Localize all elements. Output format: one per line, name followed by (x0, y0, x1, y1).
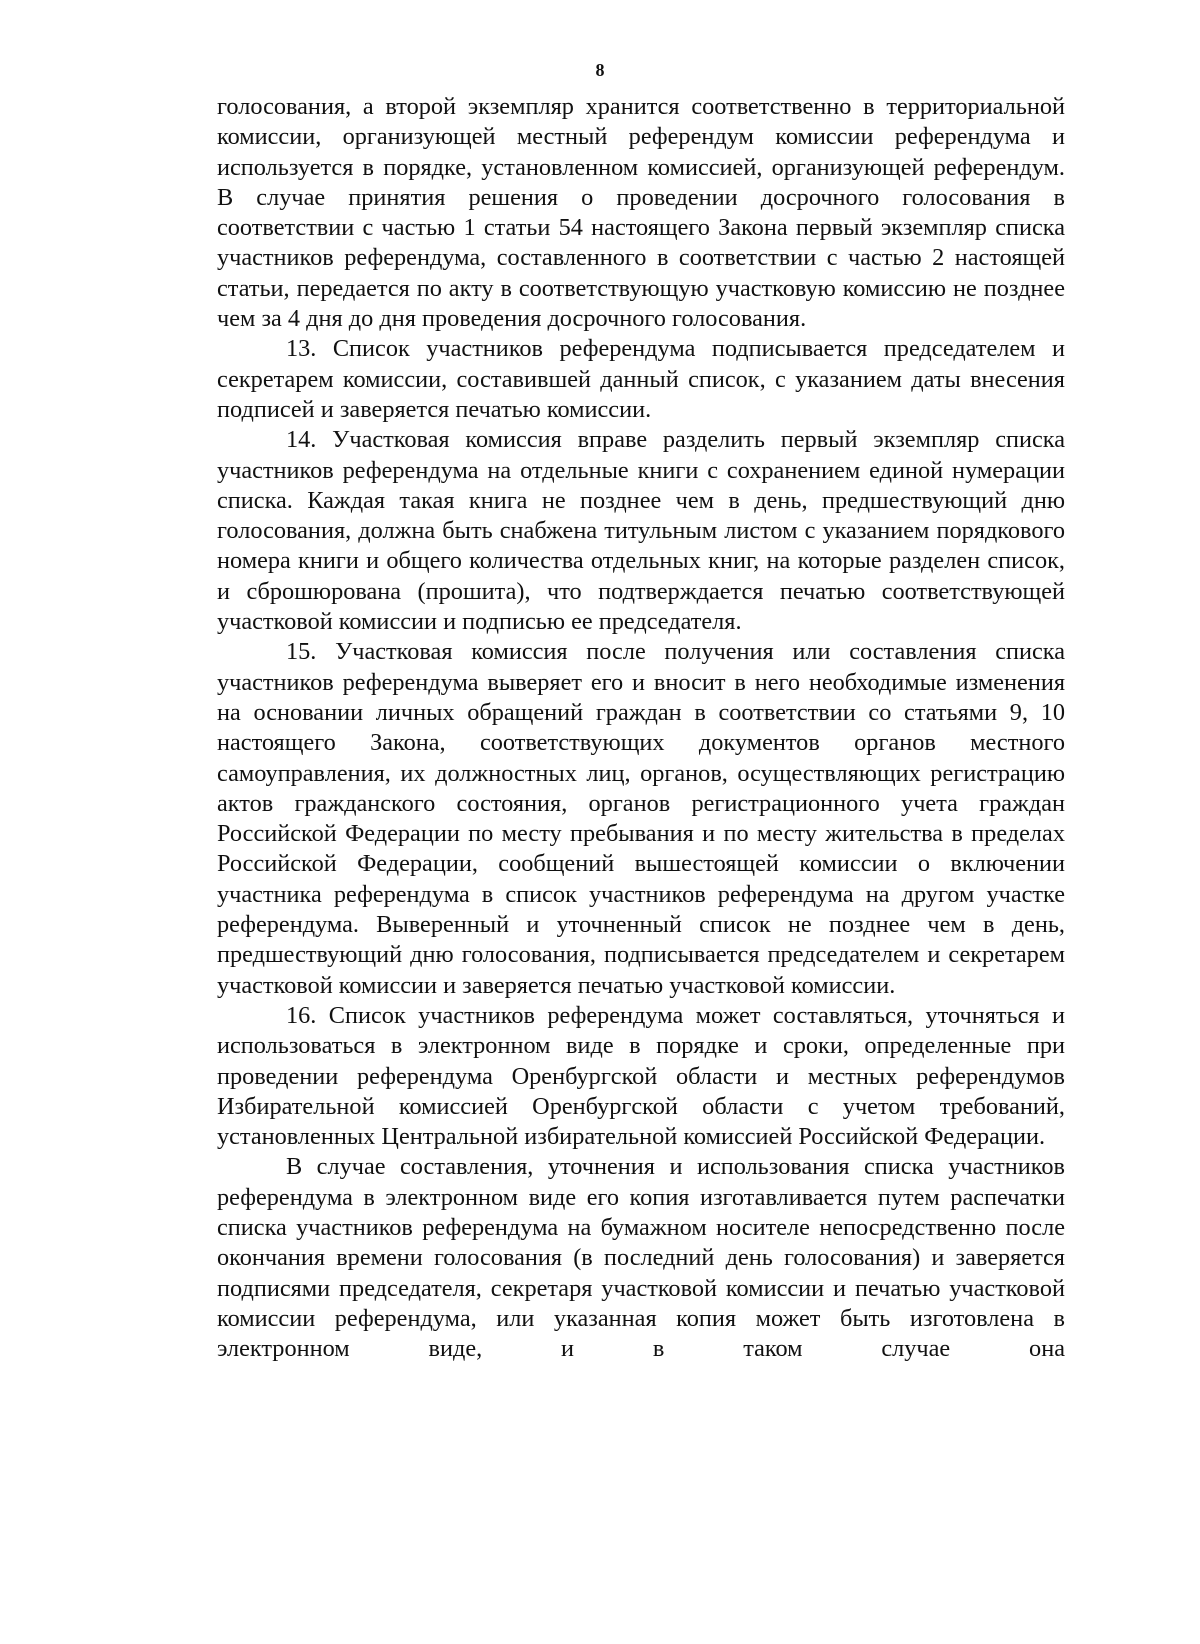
paragraph-15: 15. Участковая комиссия после получения или составления списка участников референдума выверяет его и вносит в него необходимые изменения на основании личных обращений граждан в соответствии со статьями 9, 10 настоящего Закона, соответствующих документов органов местного самоуправления, их должностных лиц, органов, осуществляющих регистрацию актов гражданского состояния, органов регистрационного учета граждан Российской Федерации по месту пребывания и по месту жительства в пределах Российской Федерации, сообщений вышестоящей комиссии о включении участника референдума в список участников референдума на другом участке референдума. Выверенный и уточненный список не позднее чем в день, предшествующий дню голосования, подписывается председателем и секретарем участковой комиссии и заверяется печатью участковой комиссии. (217, 638, 1065, 999)
paragraph-16-part-2: В случае составления, уточнения и использования списка участников референдума в электронном виде его копия изготавливается путем распечатки списка участников референдума на бумажном носителе непосредственно после окончания времени голосования (в последний день голосования) и заверяется подписями председателя, секретаря участковой комиссии и печатью участковой комиссии референдума, или указанная копия может быть изготовлена в электронном виде, и в таком случае она (217, 1153, 1065, 1363)
paragraph-14: 14. Участковая комиссия вправе разделить первый экземпляр списка участников референдума на отдельные книги с сохранением единой нумерации списка. Каждая такая книга не позднее чем в день, предшествующий дню голосования, должна быть снабжена титульным листом с указанием порядкового номера книги и общего количества отдельных книг, на которые разделен список, и сброшюрована (прошита), что подтверждается печатью соответствующей участковой комиссии и подписью ее председателя. (217, 426, 1065, 636)
paragraph-continuation: голосования, а второй экземпляр хранится соответственно в территориальной комиссии, организующей местный референдум комиссии референдума и используется в порядке, установленном комиссией, организующей референдум. В случае принятия решения о проведении досрочного голосования в соответствии с частью 1 статьи 54 настоящего Закона первый экземпляр списка участников референдума, составленного в соответствии с частью 2 настоящей статьи, передается по акту в соответствующую участковую комиссию не позднее чем за 4 дня до дня проведения досрочного голосования. (217, 93, 1065, 333)
paragraph-13: 13. Список участников референдума подписывается председателем и секретарем комиссии, составившей данный список, с указанием даты внесения подписей и заверяется печатью комиссии. (217, 335, 1065, 423)
document-body (217, 92, 1065, 1364)
page-number: 8 (595, 60, 605, 80)
paragraph-16: 16. Список участников референдума может составляться, уточняться и использоваться в электронном виде в порядке и сроки, определенные при проведении референдума Оренбургской области и местных референдумов Избирательной комиссией Оренбургской области с учетом требований, установленных Центральной избирательной комиссией Российской Федерации. (217, 1001, 1065, 1151)
